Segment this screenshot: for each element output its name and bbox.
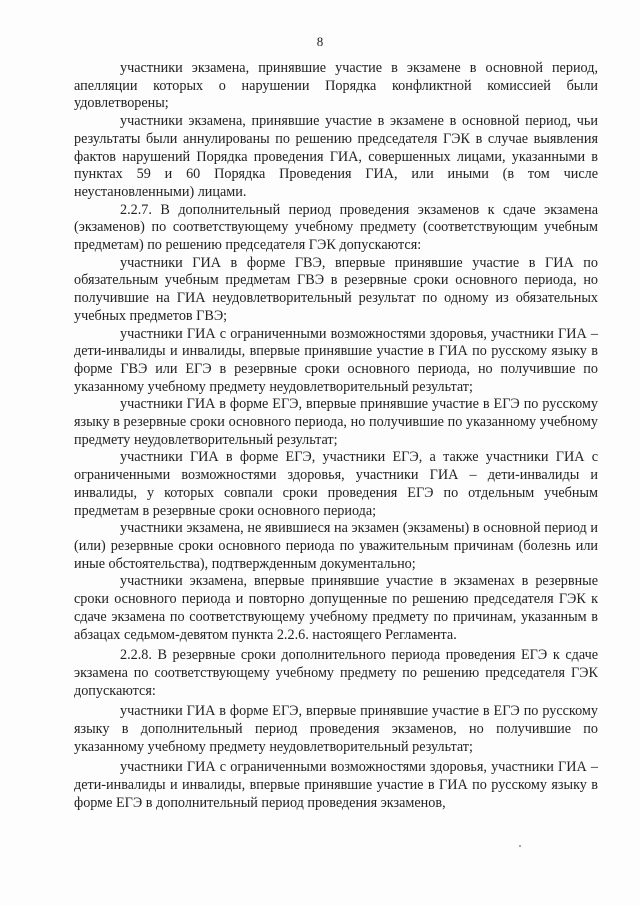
paragraph: участники ГИА с ограниченными возможностями здоровья, участники ГИА – дети-инвалиды и инвалиды, впервые принявшие участие в ГИА по русскому языку в форме ГВЭ или ЕГЭ в резервные сроки основного периода, но получившие по указанному учебному предмету неудовлетворительный результат;	[74, 325, 598, 395]
document-body	[74, 60, 598, 813]
paragraph: участники экзамена, принявшие участие в экзамене в основной период, чьи результаты были аннулированы по решению председателя ГЭК в случае выявления фактов нарушений Порядка проведения ГИА, совершенных лицами, указанными в пунктах 59 и 60 Порядка Проведения ГИА, или иными (в том числе неустановленными) лицами.	[74, 113, 598, 200]
paragraph: участники ГИА в форме ГВЭ, впервые принявшие участие в ГИА по обязательным учебным предметам ГВЭ в резервные сроки основного периода, но получившие на ГИА неудовлетворительный результат по одному из обязательных учебных предметов ГВЭ;	[74, 254, 598, 324]
paragraph: участники ГИА с ограниченными возможностями здоровья, участники ГИА – дети-инвалиды и инвалиды, впервые принявшие участие в ГИА по русскому языку в форме ЕГЭ в дополнительный период проведения экзаменов,	[74, 759, 598, 811]
clause-paragraph: 2.2.8. В резервные сроки дополнительного периода проведения ЕГЭ к сдаче экзамена по соответствующему учебному предмету по решению председателя ГЭК допускаются:	[74, 647, 598, 699]
paragraph: участники ГИА в форме ЕГЭ, впервые принявшие участие в ЕГЭ по русскому языку в резервные сроки основного периода, но получившие по указанному учебному предмету неудовлетворительный результат;	[74, 396, 598, 448]
paragraph: участники экзамена, принявшие участие в экзамене в основной период, апелляции которых о нарушении Порядка конфликтной комиссией были удовлетворены;	[74, 60, 598, 112]
page-number: 8	[316, 34, 324, 49]
scan-artifact	[519, 845, 521, 847]
paragraph: участники ГИА в форме ЕГЭ, участники ЕГЭ, а также участники ГИА с ограниченными возможностями здоровья, участники ГИА – дети-инвалиды и инвалиды, у которых совпали сроки проведения ЕГЭ по отдельным учебным предметам в резервные сроки основного периода;	[74, 449, 598, 519]
paragraph: участники экзамена, не явившиеся на экзамен (экзамены) в основной период и (или) резервные сроки основного периода по уважительным причинам (болезнь или иные обстоятельства), подтвержденным документально;	[74, 520, 598, 572]
paragraph: участники экзамена, впервые принявшие участие в экзаменах в резервные сроки основного периода и повторно допущенные по решению председателя ГЭК к сдаче экзамена по соответствующему учебному предмету по причинам, указанным в абзацах седьмом-девятом пункта 2.2.6. настоящего Регламента.	[74, 573, 598, 643]
paragraph: участники ГИА в форме ЕГЭ, впервые принявшие участие в ЕГЭ по русскому языку в дополнительный период проведения экзаменов, но получившие по указанному учебному предмету неудовлетворительный результат;	[74, 703, 598, 755]
clause-paragraph: 2.2.7. В дополнительный период проведения экзаменов к сдаче экзамена (экзаменов) по соответствующему учебному предмету (соответствующим учебным предметам) по решению председателя ГЭК допускаются:	[74, 201, 598, 254]
